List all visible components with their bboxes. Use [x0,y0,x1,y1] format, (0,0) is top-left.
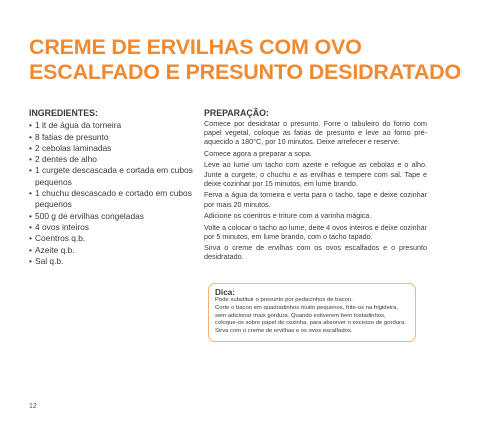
tip-line: Sirva com o creme de ervilhas e os ovos escalfados. [215,328,353,335]
preparation-section [204,108,427,264]
preparation-step: Comece agora a preparar a sopa. [204,148,312,158]
ingredient-item: • 4 ovos inteiros [29,222,194,233]
ingredient-item: • Azeite q.b. [29,245,194,256]
ingredient-item: • Coentros q.b. [29,233,194,244]
recipe-title [29,35,459,85]
preparation-step: Leve ao lume um tacho com azeite e refogue as cebolas e o alho. Junte a curgete, o chuchu e as ervilhas e tempere com sal. Tape e deixe cozinhar por 15 minutos, em lume brando. [204,160,427,188]
tip-line: Corte o bacon em quadradinhos muito pequenos, frite-os na frigideira, sem adicionar mais gordura. Quando estiverem bem tostadinhos, coloque-os sobre papel de cozinha, para absorver o excesso de gordura. [215,304,406,327]
recipe-title-line-1: CREME DE ERVILHAS COM OVO [29,35,362,59]
tip-heading: Dica: [215,288,236,297]
ingredients-section [29,108,194,267]
ingredients-heading: INGREDIENTES: [29,108,98,118]
recipe-title-line-2: ESCALFADO E PRESUNTO DESIDRATADO [29,60,461,84]
ingredients-list [29,120,194,267]
preparation-heading: PREPARAÇÃO: [204,108,269,118]
tip-box [208,283,416,342]
ingredient-item: • Sal q.b. [29,256,194,267]
ingredient-item: • 2 cebolas laminadas [29,143,194,154]
ingredient-item: • 8 fatias de presunto [29,132,194,143]
preparation-step: Ferva a água da torneira e verta para o tacho, tape e deixe cozinhar por mais 20 minutos. [204,190,427,209]
page-number: 12 [29,403,37,410]
ingredient-item: • 1 lt de água da torneira [29,120,194,131]
tip-line: Pode substituir o presunto por pedacinhos de bacon. [215,297,353,303]
preparation-step: Adicione os coentros e triture com a varinha mágica. [204,211,372,221]
ingredient-item: • 2 dentes de alho [29,154,194,165]
ingredient-item: • 500 g de ervilhas congeladas [29,211,194,222]
preparation-step: Volte a colocar o tacho ao lume, deite 4 ovos inteiros e deixe cozinhar por 5 minutos, em lume brando, com o tacho tapado. [204,222,427,241]
ingredient-item: • 1 chuchu descascado e cortado em cubos pequenos [29,188,194,211]
preparation-step: Comece por desidratar o presunto. Forre o tabuleiro do forno com papel vegetal, coloque as fatias de presunto e leve ao forno pré-aquecido a 180°C, por 10 minutos. Deixe arrefecer e reserve. [204,119,427,147]
preparation-step: Sirva o creme de ervilhas com os ovos escalfados e o presunto desidratado. [204,243,427,262]
ingredient-item: • 1 curgete descascada e cortada em cubos pequenos [29,165,194,188]
